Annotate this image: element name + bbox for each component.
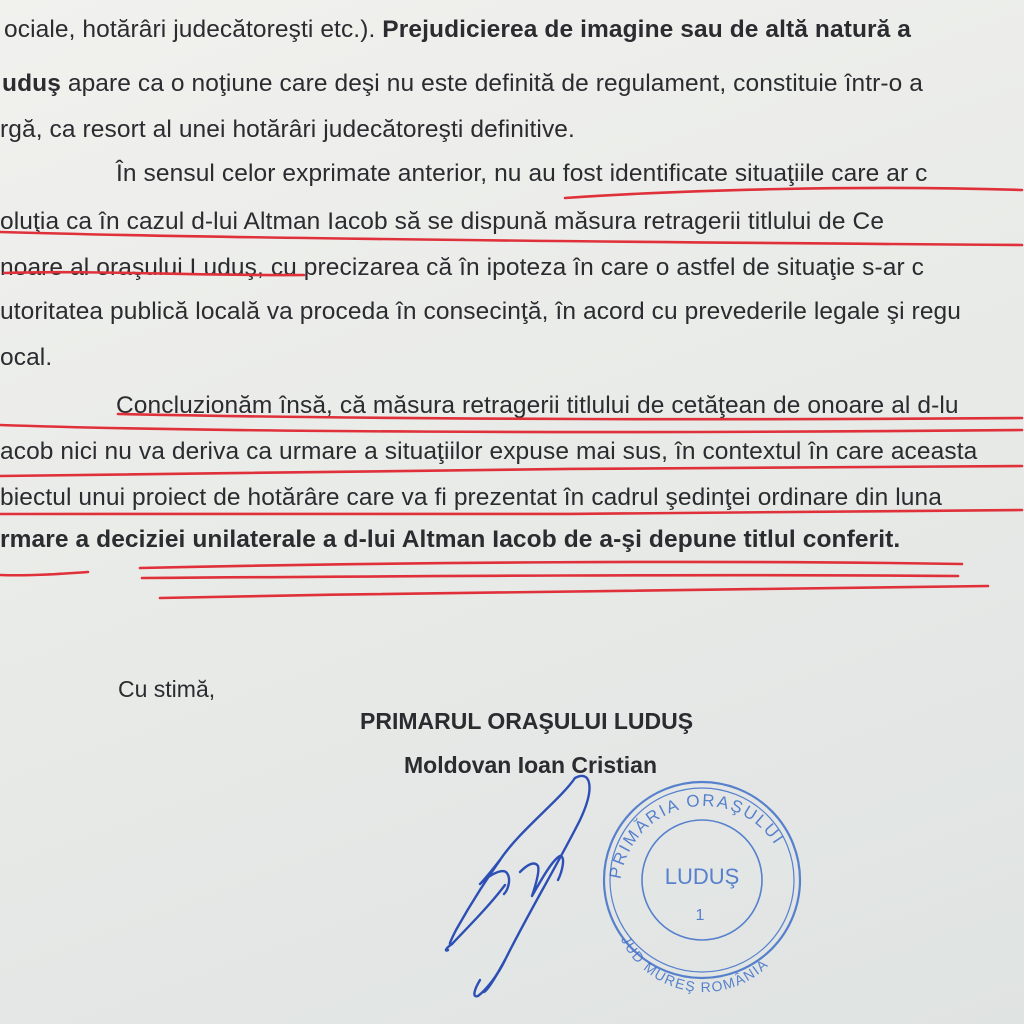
text-segment: rgă, ca resort al unei hotărâri judecătoreşti definitive.	[0, 116, 575, 143]
text-segment: apare ca o noţiune care deşi nu este definită de regulament, constituie într-o a	[60, 70, 923, 97]
bold-text-segment: rmare a deciziei unilaterale a d-lui Altman Iacob de a-şi depune titlul conferit.	[0, 526, 901, 553]
text-segment: biectul unui proiect de hotărâre care va fi prezentat în cadrul şedinţei ordinare din luna	[0, 484, 942, 511]
salutation: Cu stimă,	[118, 676, 216, 702]
bold-text-segment: Prejudicierea de imagine sau de altă natură a	[382, 16, 912, 43]
text-segment: ocal.	[0, 344, 53, 371]
signatory-name: Moldovan Ioan Cristian	[404, 752, 658, 778]
text-segment: Concluzionăm însă, că măsura retragerii titlului de cetăţean de onoare al d-lu	[116, 392, 959, 419]
text-segment: În sensul celor exprimate anterior, nu au fost identificate situaţiile care ar c	[116, 160, 928, 187]
stamp-center-text: LUDUŞ	[664, 864, 740, 889]
text-segment: utoritatea publică locală va proceda în consecinţă, în acord cu prevederile legale şi regu	[0, 298, 961, 325]
text-segment: noare al oraşului Luduş, cu precizarea că în ipoteza în care o astfel de situaţie s-ar c	[0, 254, 924, 281]
text-segment: acob nici nu va deriva ca urmare a situaţiilor expuse mai sus, în contextul în care aceasta	[0, 438, 978, 465]
bold-text-segment: uduş	[2, 70, 61, 97]
text-segment: oluţia ca în cazul d-lui Altman Iacob să se dispună măsura retragerii titlului de Ce	[0, 208, 885, 235]
stamp-outer-text: PRIMĂRIA ORAŞULUI	[605, 790, 789, 881]
signatory-title: PRIMARUL ORAŞULUI LUDUŞ	[360, 708, 694, 734]
stamp-bottom-text: JUD MUREŞ ROMÂNIA	[617, 933, 772, 996]
text-segment: ociale, hotărâri judecătoreşti etc.).	[4, 16, 383, 43]
stamp-number: 1	[695, 907, 705, 924]
